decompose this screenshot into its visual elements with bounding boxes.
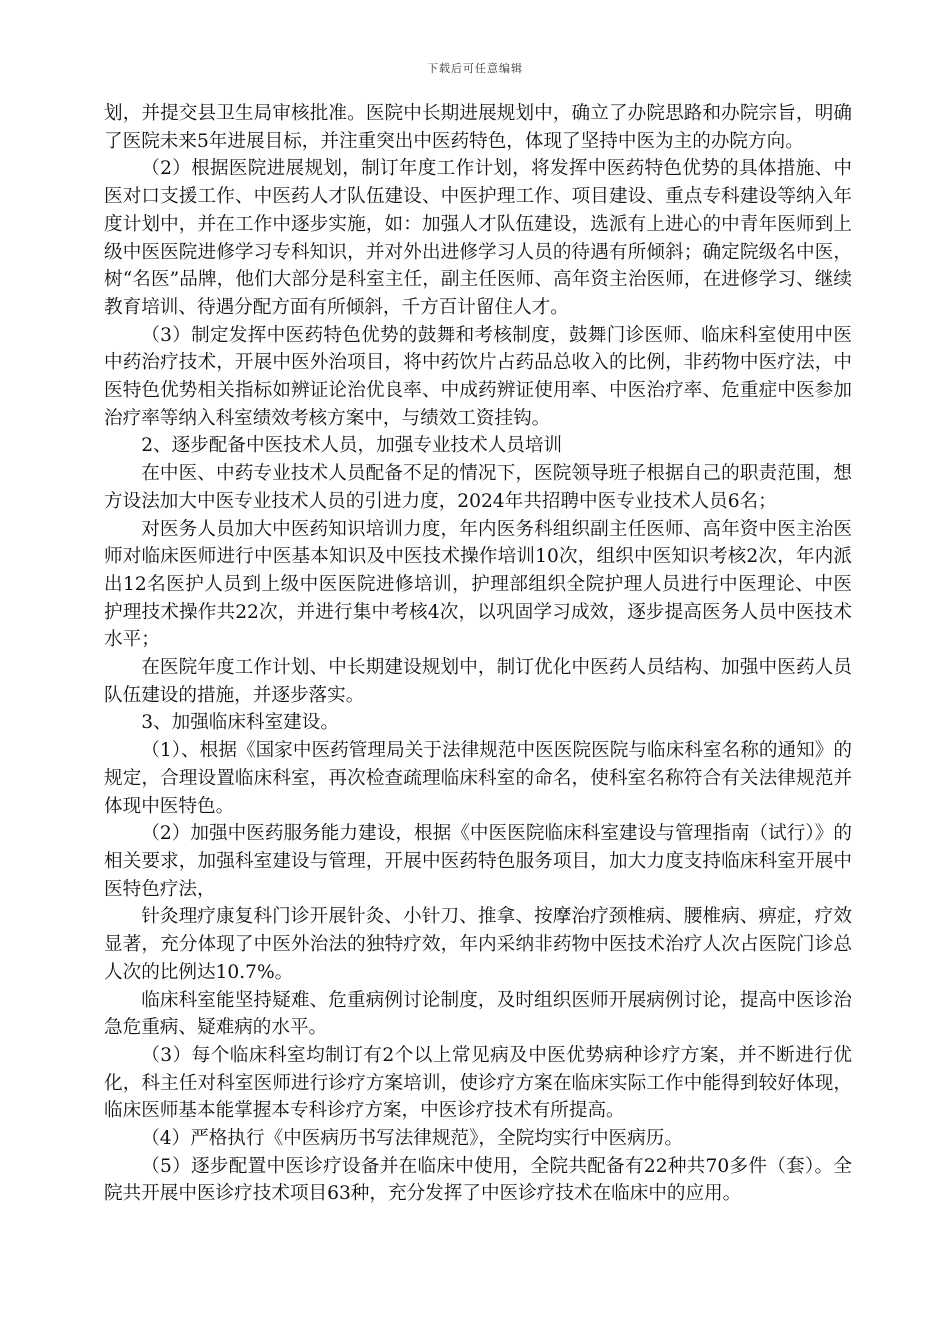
paragraph-department-naming: （1）、根据《国家中医药管理局关于法律规范中医医院医院与临床科室名称的通知》的规定，合理设置临床科室，再次检查疏理临床科室的命名，使科室名称符合有关法律规范并体现中医特色。	[104, 740, 852, 817]
paragraph-treatment-plans: （3）每个临床科室均制订有2个以上常见病及中医优势病种诊疗方案，并不断进行优化，科主任对科室医师进行诊疗方案培训，使诊疗方案在临床实际工作中能得到较好体现，临床医师基本能掌握本专科诊疗方案，中医诊疗技术有所提高。	[104, 1044, 852, 1122]
paragraph-incentive-system: （3）制定发挥中医药特色优势的鼓舞和考核制度，鼓舞门诊医师、临床科室使用中医中药治疗技术，开展中医外治项目，将中药饮片占药品总收入的比例，非药物中医疗法，中医特色优势相关指标如辨证论治优良率、中成药辨证使用率、中医治疗率、危重症中医参加治疗率等纳入科室绩效考核方案中，与绩效工资挂钩。	[104, 324, 852, 429]
page-header: 下载后可任意编辑	[427, 62, 523, 75]
paragraph-acupuncture: 针灸理疗康复科门诊开展针灸、小针刀、推拿、按摩治疗颈椎病、腰椎病、痹症，疗效显著，充分体现了中医外治法的独特疗效，年内采纳非药物中医技术治疗人次占医院门诊总人次的比例达10.7%。	[104, 906, 852, 983]
section-heading-departments: 3、加强临床科室建设。	[141, 712, 339, 734]
document-body	[104, 100, 852, 1208]
paragraph-annual-plan: （2）根据医院进展规划，制订年度工作计划，将发挥中医药特色优势的具体措施、中医对口支援工作、中医药人才队伍建设、中医护理工作、项目建设、重点专科建设等纳入年度计划中，并在工作中逐步实施，如：加强人才队伍建设，选派有上进心的中青年医师到上级中医医院进修学习专科知识，并对外出进修学习人员的待遇有所倾斜；确定院级名中医，树“名医”品牌，他们大部分是科室主任，副主任医师、高年资主治医师，在进修学习、继续教育培训、待遇分配方面有所倾斜，千方百计留住人才。	[104, 158, 852, 318]
paragraph-recruitment: 在中医、中药专业技术人员配备不足的情况下，医院领导班子根据自己的职责范围，想方设法加大中医专业技术人员的引进力度，2024年共招聘中医专业技术人员6名；	[104, 463, 852, 512]
paragraph-training: 对医务人员加大中医药知识培训力度，年内医务科组织副主任医师、高年资中医主治医师对临床医师进行中医基本知识及中医技术操作培训10次，组织中医知识考核2次，年内派出12名医护人员到上级中医医院进修培训，护理部组织全院护理人员进行中医理论、中医护理技术操作共22次，并进行集中考核4次，以巩固学习成效，逐步提高医务人员中医技术水平；	[104, 518, 852, 651]
paragraph-medical-records: （4）严格执行《中医病历书写法律规范》，全院均实行中医病历。	[141, 1128, 683, 1150]
section-heading-staffing: 2、逐步配备中医技术人员，加强专业技术人员培训	[141, 435, 563, 457]
paragraph-continuation: 划，并提交县卫生局审核批准。医院中长期进展规划中，确立了办院思路和办院宗旨，明确了医院未来5年进展目标，并注重突出中医药特色，体现了坚持中医为主的办院方向。	[104, 103, 852, 152]
paragraph-planning: 在医院年度工作计划、中长期建设规划中，制订优化中医药人员结构、加强中医药人员队伍建设的措施，并逐步落实。	[104, 657, 852, 706]
paragraph-case-discussion: 临床科室能坚持疑难、危重病例讨论制度，及时组织医师开展病例讨论，提高中医诊治急危重病、疑难病的水平。	[104, 989, 852, 1039]
paragraph-service-capacity: （2）加强中医药服务能力建设，根据《中医医院临床科室建设与管理指南（试行）》的相关要求，加强科室建设与管理，开展中医药特色服务项目，加大力度支持临床科室开展中医特色疗法，	[104, 823, 852, 900]
paragraph-equipment: （5）逐步配置中医诊疗设备并在临床中使用，全院共配备有22种共70多件（套）。全院共开展中医诊疗技术项目63种，充分发挥了中医诊疗技术在临床中的应用。	[104, 1155, 852, 1205]
